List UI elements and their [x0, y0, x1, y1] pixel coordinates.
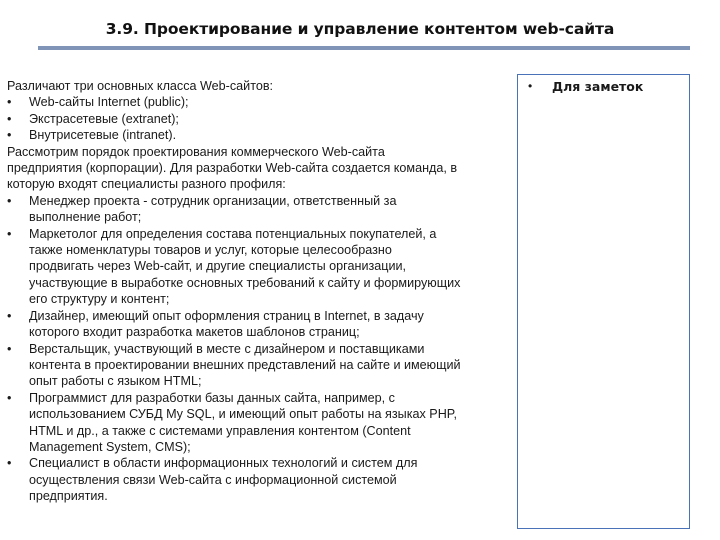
team-item-line: Маркетолог для определения состава потенциальных покупателей, а	[29, 226, 437, 241]
bullet-icon: •	[7, 226, 12, 241]
team-item	[7, 455, 513, 504]
team-item-line: Верстальщик, участвующий в месте с дизайнером и поставщиками	[29, 341, 425, 356]
paragraph-line: Рассмотрим порядок проектирования коммерческого Web-сайта	[7, 144, 385, 159]
bullet-icon: •	[7, 456, 12, 471]
paragraph-line: предприятия (корпорации). Для разработки Web-сайта создается команда, в	[7, 161, 458, 176]
notes-label: Для заметок	[552, 79, 644, 94]
team-item-line: предприятия.	[29, 489, 108, 504]
bullet-icon: •	[7, 193, 12, 208]
team-item-line: Дизайнер, имеющий опыт оформления страниц в Internet, в задачу	[29, 308, 424, 323]
intro-line: Различают три основных класса Web-сайтов:	[7, 79, 274, 93]
team-item-line: его структуру и контент;	[29, 292, 170, 307]
team-item-line: выполнение работ;	[29, 210, 142, 225]
bullet-icon: •	[7, 95, 12, 110]
paragraph-line: которую входят специалисты разного профиля:	[7, 177, 286, 192]
team-item-line: Менеджер проекта - сотрудник организации, ответственный за	[29, 193, 397, 208]
slide-title: 3.9. Проектирование и управление контентом web-сайта	[105, 20, 615, 38]
bullet-icon: •	[7, 308, 12, 323]
bullet-icon: •	[7, 111, 12, 126]
team-item-line: Программист для разработки базы данных сайта, например, с	[29, 390, 395, 405]
team-item-line: опыт работы с языком HTML;	[29, 374, 202, 389]
team-item	[7, 341, 513, 390]
notes-box[interactable]	[517, 74, 690, 529]
team-item	[7, 308, 513, 341]
site-class-item: • Экстрасетевые (extranet);	[7, 111, 179, 126]
team-item-line: использованием СУБД My SQL, и имеющий опыт работы на языках PHP,	[29, 407, 458, 422]
team-item-line: также номенклатуры товаров и услуг, которые целесообразно	[29, 243, 392, 258]
main-text	[7, 78, 513, 505]
team-item-line: которого входит разработка макетов шаблонов страниц;	[29, 325, 360, 340]
team-item-line: контента в проектировании внешних представлений на сайте и имеющий	[29, 357, 461, 372]
team-item-line: продвигать через Web-сайт, и другие специалисты организации,	[29, 259, 407, 274]
team-item-line: Management System, CMS);	[29, 439, 191, 454]
bullet-icon: •	[528, 79, 533, 93]
bullet-icon: •	[7, 128, 12, 143]
bullet-icon: •	[7, 341, 12, 356]
team-item-line: участвующие в выработке основных требований к сайту и формирующих	[29, 275, 461, 290]
team-item-line: HTML и др., а также с системами управления контентом (Content	[29, 423, 411, 438]
team-item-line: осуществления связи Web-сайта с информационной системой	[29, 472, 397, 487]
title-underline	[38, 46, 690, 50]
bullet-icon: •	[7, 390, 12, 405]
team-item-line: Специалист в области информационных технологий и систем для	[29, 456, 418, 471]
team-item	[7, 390, 513, 456]
site-class-item: • Внутрисетевые (intranet).	[7, 128, 177, 143]
team-item	[7, 193, 513, 226]
team-item	[7, 226, 513, 308]
site-class-item: • Web-сайты Internet (public);	[7, 95, 189, 110]
